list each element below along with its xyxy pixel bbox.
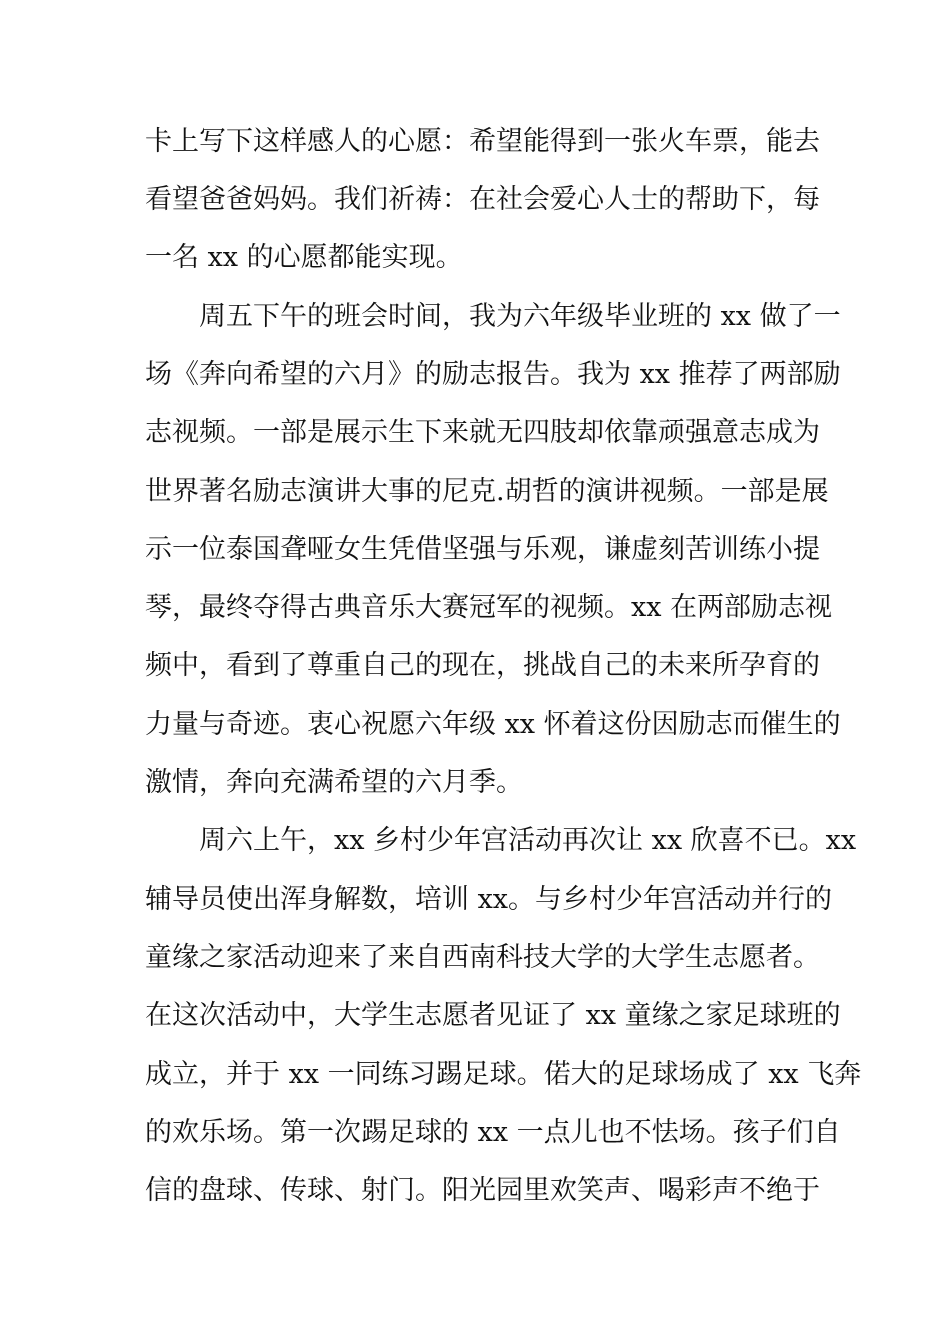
text-line: 激情，奔向充满希望的六月季。 xyxy=(145,767,523,798)
paragraph-start-line: 周五下午的班会时间，我为六年级毕业班的 xx 做了一 xyxy=(199,301,841,332)
text-line: 成立，并于 xx 一同练习踢足球。偌大的足球场成了 xx 飞奔 xyxy=(145,1059,862,1090)
paragraph-start-line: 周六上午，xx 乡村少年宫活动再次让 xx 欣喜不已。xx xyxy=(199,825,857,856)
text-line: 力量与奇迹。衷心祝愿六年级 xx 怀着这份因励志而催生的 xyxy=(145,709,841,740)
text-line: 示一位泰国聋哑女生凭借坚强与乐观，谦虚刻苦训练小提 xyxy=(145,534,820,565)
text-line: 辅导员使出浑身解数，培训 xx。与乡村少年宫活动并行的 xyxy=(145,884,833,915)
text-line: 的欢乐场。第一次踢足球的 xx 一点儿也不怯场。孩子们自 xyxy=(145,1117,841,1148)
text-line: 信的盘球、传球、射门。阳光园里欢笑声、喝彩声不绝于 xyxy=(145,1175,820,1206)
text-line: 频中，看到了尊重自己的现在，挑战自己的未来所孕育的 xyxy=(145,650,820,681)
text-line: 卡上写下这样感人的心愿：希望能得到一张火车票，能去 xyxy=(145,126,820,157)
text-line: 琴，最终夺得古典音乐大赛冠军的视频。xx 在两部励志视 xyxy=(145,592,833,623)
text-line: 志视频。一部是展示生下来就无四肢却依靠顽强意志成为 xyxy=(145,417,820,448)
text-line: 在这次活动中，大学生志愿者见证了 xx 童缘之家足球班的 xyxy=(145,1000,841,1031)
text-line: 童缘之家活动迎来了来自西南科技大学的大学生志愿者。 xyxy=(145,942,820,973)
text-line: 世界著名励志演讲大事的尼克.胡哲的演讲视频。一部是展 xyxy=(145,476,829,507)
text-line: 看望爸爸妈妈。我们祈祷：在社会爱心人士的帮助下，每 xyxy=(145,184,820,215)
text-line: 场《奔向希望的六月》的励志报告。我为 xx 推荐了两部励 xyxy=(145,359,841,390)
text-line: 一名 xx 的心愿都能实现。 xyxy=(145,242,463,273)
